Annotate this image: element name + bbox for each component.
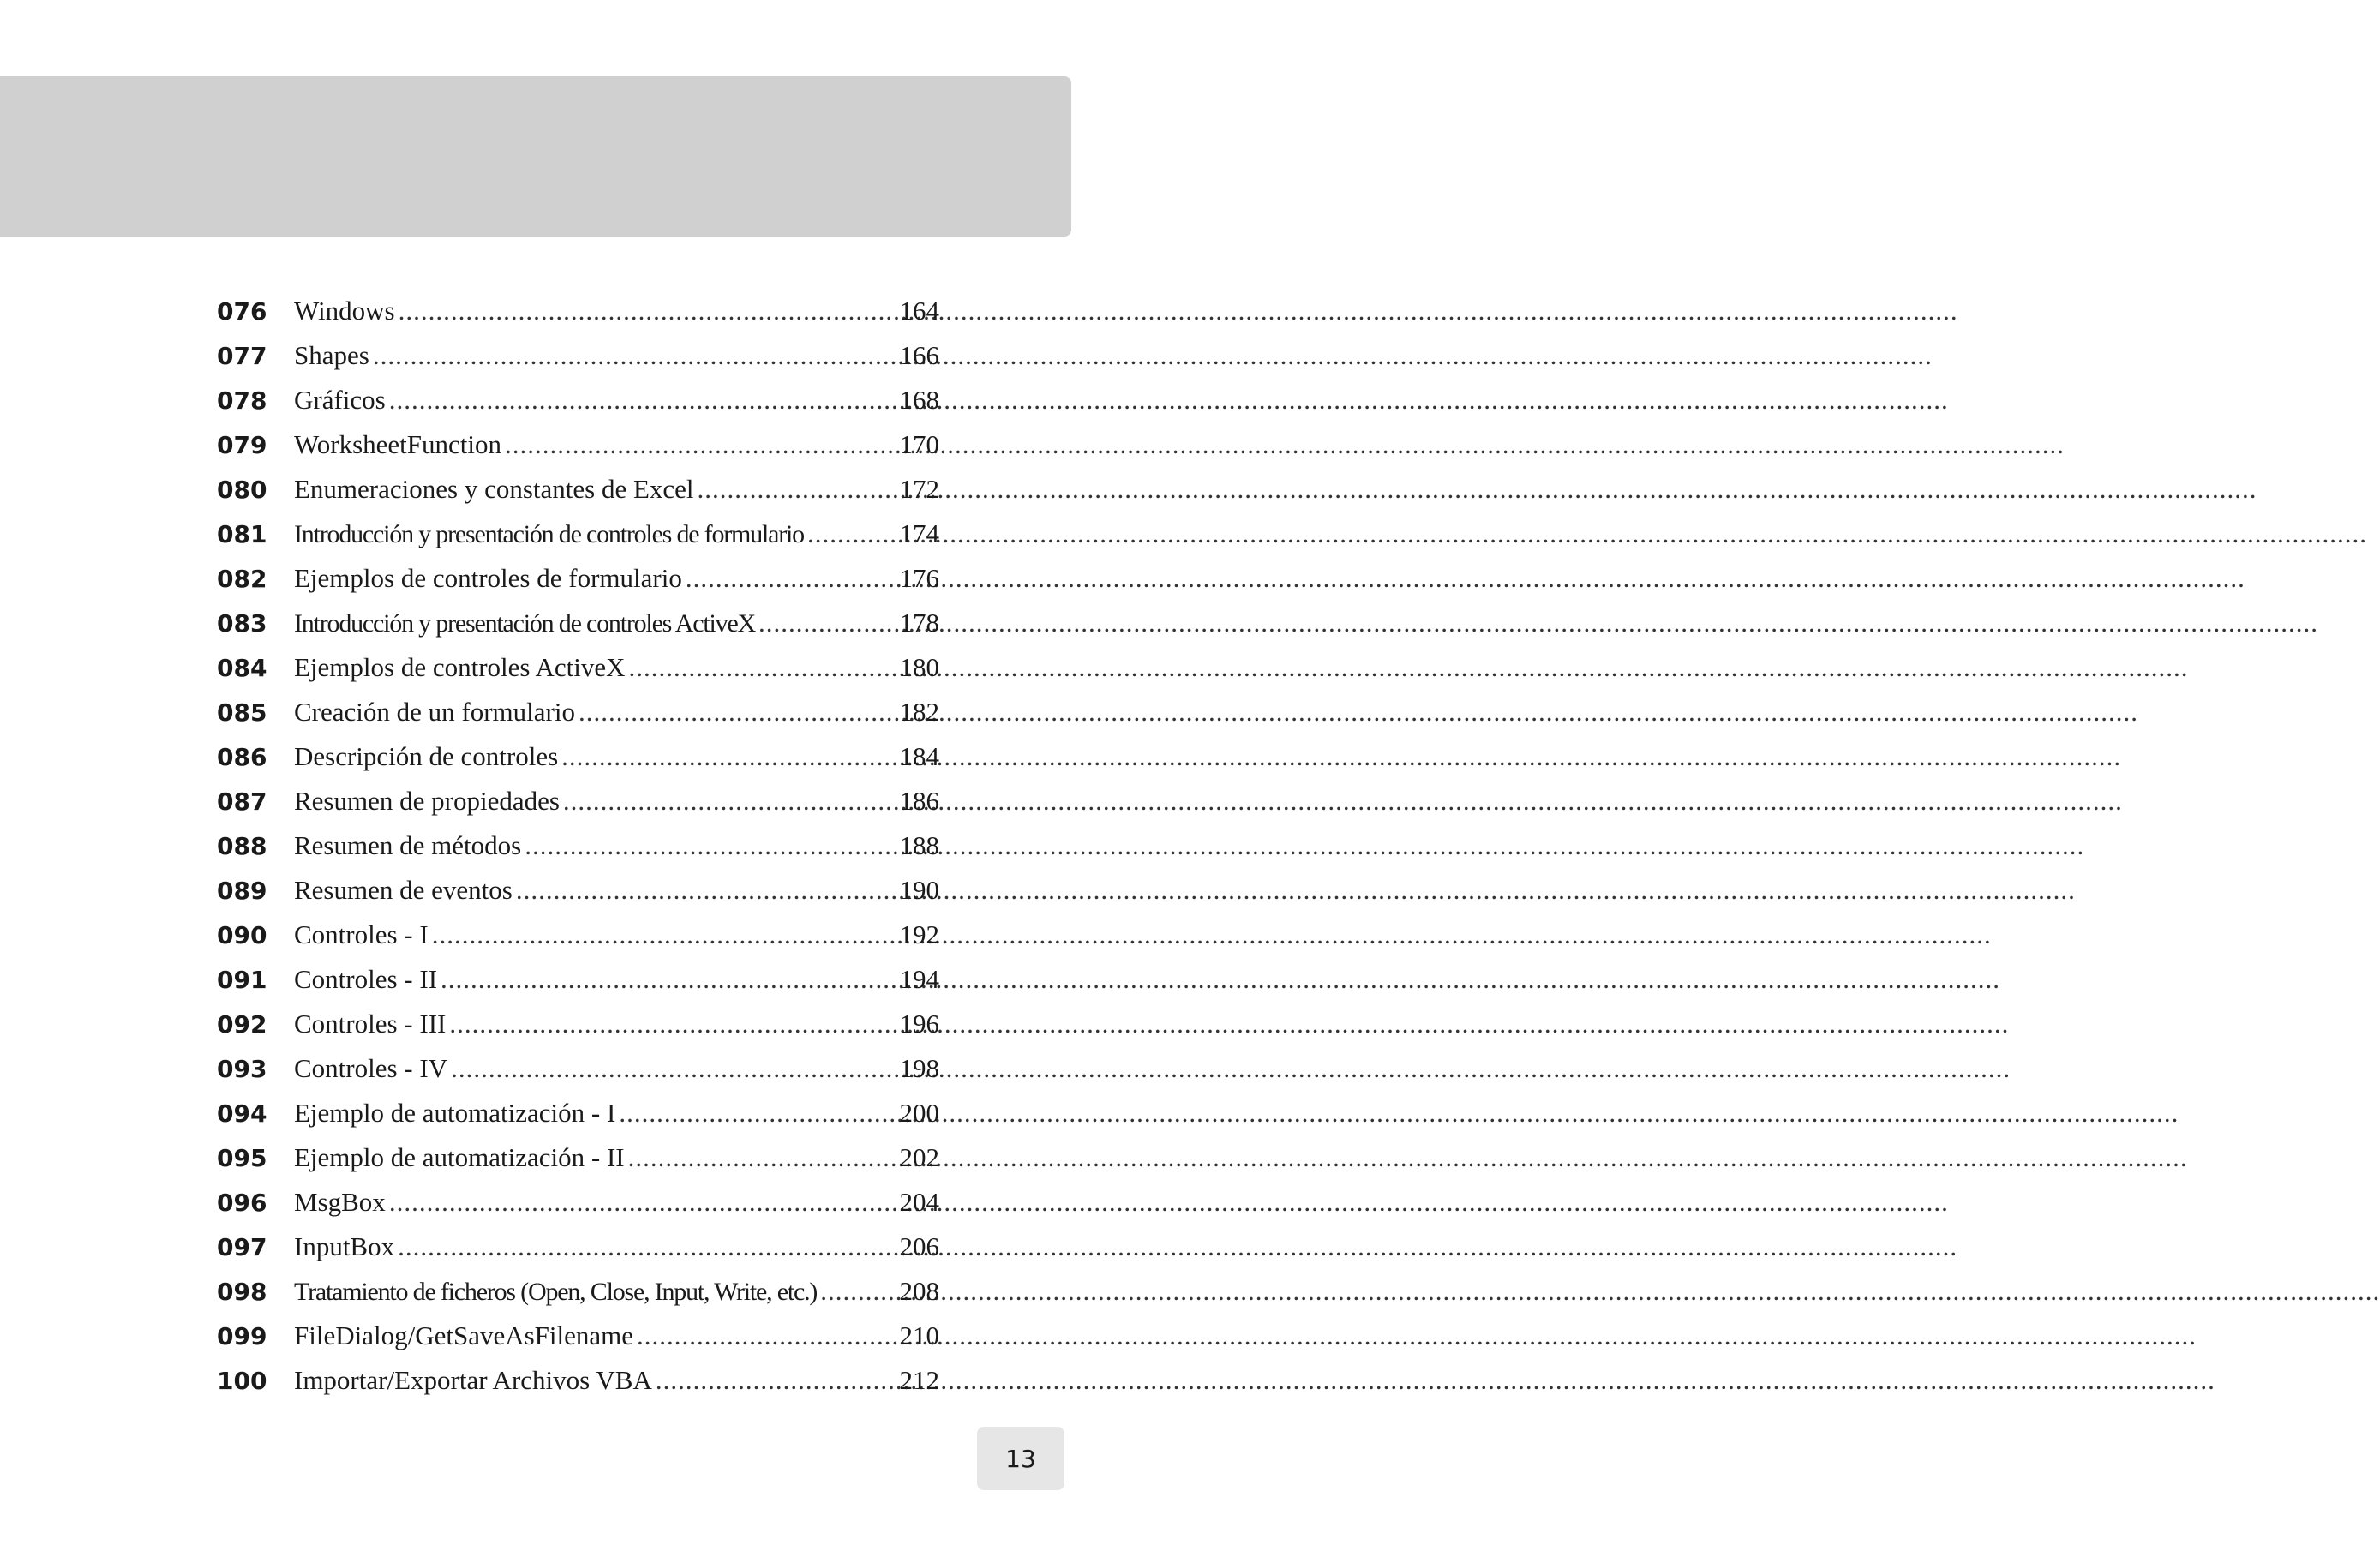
toc-dot-leader xyxy=(629,645,896,690)
toc-entry-title: Ejemplo de automatización - II xyxy=(294,1142,625,1172)
toc-entry-page: 174 xyxy=(899,518,939,548)
toc-entry-number: 076 xyxy=(217,297,267,326)
toc-entry-page: 212 xyxy=(899,1365,939,1395)
toc-entry-page: 196 xyxy=(899,1009,939,1039)
toc-entry-page: 192 xyxy=(899,919,939,949)
toc-entry[interactable] xyxy=(217,645,939,690)
toc-entry[interactable] xyxy=(217,734,939,779)
toc-entry-number: 088 xyxy=(217,832,267,860)
toc-dot-leader xyxy=(619,1091,896,1135)
toc-dot-leader xyxy=(451,1046,896,1091)
toc-entry-page: 188 xyxy=(899,830,939,860)
toc-dot-leader xyxy=(686,556,896,601)
toc-entry-page: 200 xyxy=(899,1098,939,1128)
toc-dot-leader xyxy=(820,1269,896,1314)
toc-entry-page: 168 xyxy=(899,385,939,415)
toc-entry[interactable] xyxy=(217,422,939,467)
toc-dot-leader xyxy=(563,779,896,823)
header-band xyxy=(0,76,1071,237)
toc-entry[interactable] xyxy=(217,1091,939,1135)
toc-entry-number: 089 xyxy=(217,877,267,905)
toc-entry[interactable] xyxy=(217,333,939,378)
toc-entry[interactable] xyxy=(217,1135,939,1180)
toc-entry-title: Ejemplos de controles de formulario xyxy=(294,563,682,593)
toc-entry-number: 099 xyxy=(217,1322,267,1350)
toc-entry-number: 082 xyxy=(217,565,267,593)
toc-dot-leader xyxy=(758,601,896,645)
toc-entry-title: InputBox xyxy=(294,1231,395,1261)
toc-entry[interactable] xyxy=(217,512,939,556)
toc-entry-number: 100 xyxy=(217,1367,267,1395)
toc-entry[interactable] xyxy=(217,378,939,422)
toc-entry-title: WorksheetFunction xyxy=(294,429,502,459)
toc-entry-title: Resumen de propiedades xyxy=(294,786,560,816)
toc-dot-leader xyxy=(389,1180,896,1225)
toc-entry-number: 080 xyxy=(217,476,267,504)
toc-entry[interactable] xyxy=(217,1314,939,1358)
toc-entry-page: 170 xyxy=(899,429,939,459)
toc-entry-page: 180 xyxy=(899,652,939,682)
toc-entry-title: MsgBox xyxy=(294,1187,386,1217)
toc-entry-number: 092 xyxy=(217,1010,267,1039)
toc-entry-page: 182 xyxy=(899,697,939,727)
toc-dot-leader xyxy=(432,913,896,957)
toc-entry-number: 085 xyxy=(217,698,267,727)
toc-entry-title: Introducción y presentación de controles de formulario xyxy=(294,520,804,548)
toc-dot-leader xyxy=(656,1358,896,1403)
toc-entry[interactable] xyxy=(217,1225,939,1269)
toc-entry-title: Ejemplo de automatización - I xyxy=(294,1098,616,1128)
toc-entry[interactable] xyxy=(217,1002,939,1046)
toc-entry-title: Controles - III xyxy=(294,1009,447,1039)
toc-entry[interactable] xyxy=(217,823,939,868)
toc-entry-title: Controles - I xyxy=(294,919,429,949)
toc-entry-page: 206 xyxy=(899,1231,939,1261)
toc-dot-leader xyxy=(561,734,896,779)
toc-dot-leader xyxy=(373,333,896,378)
toc-entry[interactable] xyxy=(217,690,939,734)
toc-entry-title: Resumen de métodos xyxy=(294,830,522,860)
toc-entry-title: Creación de un formulario xyxy=(294,697,575,727)
toc-entry-title: Gráficos xyxy=(294,385,386,415)
toc-entry[interactable] xyxy=(217,1046,939,1091)
toc-entry-number: 096 xyxy=(217,1189,267,1217)
toc-entry[interactable] xyxy=(217,913,939,957)
toc-entry-number: 090 xyxy=(217,921,267,949)
toc-entry-title: Windows xyxy=(294,296,395,326)
toc-dot-leader xyxy=(399,289,896,333)
toc-entry[interactable] xyxy=(217,556,939,601)
toc-entry-title: Introducción y presentación de controles ActiveX xyxy=(294,609,756,638)
toc-entry-number: 093 xyxy=(217,1055,267,1083)
toc-dot-leader xyxy=(525,823,896,868)
page-number-badge xyxy=(977,1427,1064,1490)
toc-entry-page: 172 xyxy=(899,474,939,504)
toc-entry-number: 097 xyxy=(217,1233,267,1261)
toc-entry[interactable] xyxy=(217,1269,939,1314)
toc-entry-page: 194 xyxy=(899,964,939,994)
toc-entry-title: Enumeraciones y constantes de Excel xyxy=(294,474,694,504)
toc-entry-page: 208 xyxy=(899,1276,939,1306)
toc-entry[interactable] xyxy=(217,779,939,823)
toc-entry-number: 095 xyxy=(217,1144,267,1172)
toc-entry-number: 086 xyxy=(217,743,267,771)
toc-entry-title: Ejemplos de controles ActiveX xyxy=(294,652,626,682)
toc-entry-page: 190 xyxy=(899,875,939,905)
toc-entry-title: Importar/Exportar Archivos VBA xyxy=(294,1365,652,1395)
toc-entry-title: Controles - IV xyxy=(294,1053,448,1083)
toc-entry-title: Tratamiento de ficheros (Open, Close, Input, Write, etc.) xyxy=(294,1278,818,1306)
toc-entry-number: 078 xyxy=(217,386,267,415)
toc-dot-leader xyxy=(505,422,896,467)
toc-dot-leader xyxy=(637,1314,896,1358)
toc-dot-leader xyxy=(449,1002,896,1046)
toc-entry-number: 084 xyxy=(217,654,267,682)
toc-entry[interactable] xyxy=(217,868,939,913)
toc-entry-number: 081 xyxy=(217,520,267,548)
toc-dot-leader xyxy=(628,1135,896,1180)
toc-entry-title: FileDialog/GetSaveAsFilename xyxy=(294,1320,634,1350)
toc-entry[interactable] xyxy=(217,601,939,645)
toc-entry[interactable] xyxy=(217,1358,939,1403)
toc-entry[interactable] xyxy=(217,289,939,333)
toc-entry-page: 202 xyxy=(899,1142,939,1172)
toc-entry[interactable] xyxy=(217,957,939,1002)
table-of-contents xyxy=(217,289,939,1403)
toc-entry-page: 198 xyxy=(899,1053,939,1083)
toc-entry-page: 166 xyxy=(899,340,939,370)
toc-dot-leader xyxy=(807,512,896,556)
toc-entry[interactable] xyxy=(217,1180,939,1225)
toc-entry-number: 094 xyxy=(217,1099,267,1128)
toc-entry-page: 210 xyxy=(899,1320,939,1350)
toc-dot-leader xyxy=(516,868,896,913)
toc-entry-title: Shapes xyxy=(294,340,369,370)
toc-entry-number: 077 xyxy=(217,342,267,370)
toc-entry-page: 178 xyxy=(899,608,939,638)
toc-entry-page: 186 xyxy=(899,786,939,816)
toc-entry-number: 083 xyxy=(217,609,267,638)
page-number: 13 xyxy=(1005,1444,1036,1473)
toc-entry-page: 164 xyxy=(899,296,939,326)
toc-entry-number: 091 xyxy=(217,966,267,994)
toc-dot-leader xyxy=(698,467,896,512)
toc-entry-number: 087 xyxy=(217,787,267,816)
toc-entry-title: Descripción de controles xyxy=(294,741,559,771)
toc-entry-page: 184 xyxy=(899,741,939,771)
toc-entry-number: 079 xyxy=(217,431,267,459)
toc-entry[interactable] xyxy=(217,467,939,512)
toc-entry-page: 176 xyxy=(899,563,939,593)
toc-dot-leader xyxy=(398,1225,896,1269)
toc-entry-title: Resumen de eventos xyxy=(294,875,513,905)
toc-entry-number: 098 xyxy=(217,1278,267,1306)
toc-entry-title: Controles - II xyxy=(294,964,438,994)
toc-dot-leader xyxy=(441,957,896,1002)
toc-dot-leader xyxy=(389,378,896,422)
toc-entry-page: 204 xyxy=(899,1187,939,1217)
toc-dot-leader xyxy=(579,690,896,734)
